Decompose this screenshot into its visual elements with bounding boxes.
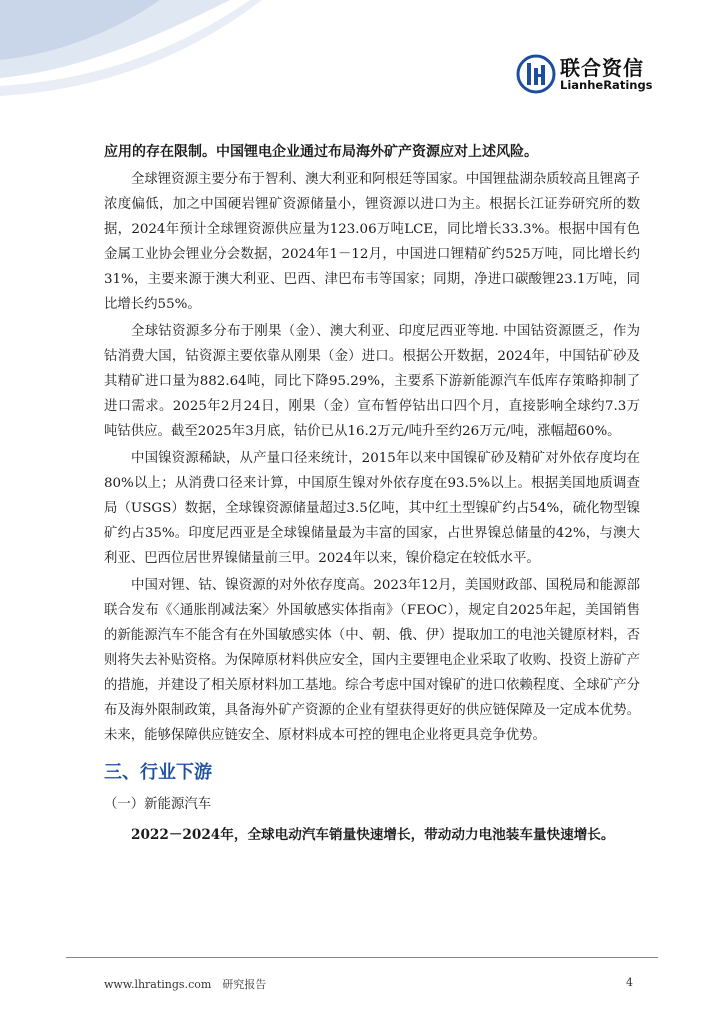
footer-divider [66,957,658,958]
paragraph-dependency: 中国对锂、钴、镍资源的对外依存度高。2023年12月，美国财政部、国税局和能源部联合发布《〈通胀削减法案〉外国敏感实体指南》（FEOC），规定自2025年起，美国销售的新能源汽车不能含有在外国敏感实体（中、朝、俄、伊）提取加工的电池关键原材料，否则将失去补贴资格。为保障原材料供应安全，国内主要锂电企业采取了收购、投资上游矿产的措施，并建设了相关原材料加工基地。综合考虑中国对镍矿的进口依赖程度、全球矿产分布及海外限制政策，具备海外矿产资源的企业有望获得更好的供应链保障及一定成本优势。未来，能够保障供应链安全、原材料成本可控的锂电企业将更具竞争优势。 [104,578,640,743]
paragraph-nickel: 中国镍资源稀缺，从产量口径来统计，2015年以来中国镍矿砂及精矿对外依存度均在80%以上；从消费口径来计算，中国原生镍对外依存度在93.5%以上。根据美国地质调查局（USGS）数据，全球镍资源储量超过3.5亿吨，其中红土型镍矿约占54%，硫化物型镍矿约占35%。印度尼西亚是全球镍储量最为丰富的国家，占世界镍总储量的42%，与澳大利亚、巴西位居世界镍储量前三甲。2024年以来，镍价稳定在较低水平。 [104,451,640,566]
section-heading: 三、行业下游 [104,762,212,783]
page-number: 4 [626,976,633,989]
logo-chinese-name: 联合资信 [560,56,644,80]
document-body [104,140,640,848]
key-point-bold: 2022－2024年，全球电动汽车销量快速增长，带动动力电池装车量快速增长。 [131,827,615,843]
paragraph-cobalt: 全球钴资源多分布于刚果（金）、澳大利亚、印度尼西亚等地. 中国钴资源匮乏，作为钴消费大国，钴资源主要依靠从刚果（金）进口。根据公开数据，2024年，中国钴矿砂及其精矿进口量为882.64吨，同比下降95.29%，主要系下游新能源汽车低库存策略抑制了进口需求。2025年2月24日，刚果（金）宣布暂停钴出口四个月，直接影响全球约7.3万吨钴供应。截至2025年3月底，钴价已从16.2万元/吨升至约26万元/吨，涨幅超60%。 [104,324,640,439]
subsection-heading: （一）新能源汽车 [104,797,212,812]
logo-english-name: LianheRatings [560,78,653,92]
lh-logo-icon [516,54,556,94]
paragraph-lithium: 全球锂资源主要分布于智利、澳大利亚和阿根廷等国家。中国锂盐湖杂质较高且锂离子浓度偏低，加之中国硬岩锂矿资源储量小，锂资源以进口为主。根据长江证券研究所的数据，2024年预计全球锂资源供应量为123.06万吨LCE，同比增长33.3%。根据中国有色金属工业协会锂业分会数据，2024年1－12月，中国进口锂精矿约525万吨，同比增长约31%，主要来源于澳大利亚、巴西、津巴布韦等国家；同期，净进口碳酸锂23.1万吨，同比增长约55%。 [104,172,640,312]
lead-bold-sentence: 应用的存在限制。中国锂电企业通过布局海外矿产资源应对上述风险。 [104,144,538,160]
footer-website: www.lhratings.com 研究报告 [104,978,267,991]
